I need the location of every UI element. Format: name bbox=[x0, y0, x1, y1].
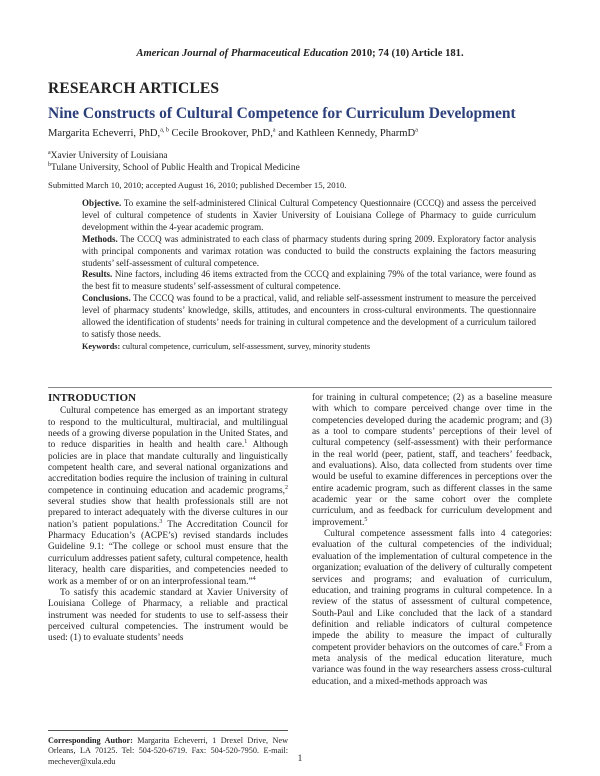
reference-mark: 5 bbox=[364, 516, 368, 523]
left-column bbox=[48, 393, 288, 645]
article-title: Nine Constructs of Cultural Competence for Curriculum Development bbox=[48, 105, 516, 122]
affiliation bbox=[48, 163, 300, 173]
abstract-objective bbox=[82, 198, 536, 234]
section-divider bbox=[48, 387, 552, 388]
body-paragraph: Cultural competence assessment falls into 4 categories: evaluation of the cultural competencies of the individual; evaluation of the implementation of cultural competence in the organization; evaluation of the delivery of culturally competent services and programs; and evaluation of curriculum, education, and training programs in cultural competence. In a review of the status of assessment of cultural competence, South-Paul and Like concluded that the lack of a standard definition and reliable indicators of cultural competence impede the ability to measure the impact of culturally competent provider behaviors on the outcomes of care.$^6$ From a meta analysis of the medical education literature, much variance was found in the way researchers assess cross-cultural education, and a mixed-methods approach was bbox=[312, 529, 552, 687]
body-paragraph: for training in cultural competence; (2) as a baseline measure with which to compare perceived change over time in the competencies developed during the academic program; and (3) as a tool to compare students’ perceptions of their level of cultural competency (self-assessment) with their performance in the real world (peer, patient, staff, and teachers’ feedback, and evaluations). Also, data collected from students over time would be useful to examine differences in perceptions over the entire academic program, such as different classes in the same academic year or the same cohort over the complete curriculum, and as feedback for curriculum development and improvement.$^5$ bbox=[312, 393, 552, 528]
reference-mark: 1 bbox=[244, 439, 248, 446]
keywords-label: Keywords: bbox=[82, 341, 121, 351]
abstract-text: The CCCQ was administrated to each class of pharmacy students during spring 2009. Exploratory factor analysis with principal components and varimax rotation was conducted to build the constructs explaining the factors measuring students’ self-assessment of cultural competence. bbox=[82, 233, 536, 268]
author-name: and Kathleen Kennedy, PharmD bbox=[275, 128, 416, 139]
affiliation-text: Tulane University, School of Public Health and Tropical Medicine bbox=[51, 163, 300, 173]
footnote-text: Margarita Echeverri, 1 Drexel Drive, New Orleans, LA 70125. Tel: 504-520-6719. Fax: 504-520-7950. E-mail: mechever@xula.edu bbox=[48, 736, 289, 766]
section-heading: RESEARCH ARTICLES bbox=[48, 80, 220, 97]
footnote-label: Corresponding Author: bbox=[48, 736, 133, 745]
reference-mark: 6 bbox=[519, 641, 523, 648]
footnote-divider bbox=[48, 730, 288, 731]
journal-name: American Journal of Pharmaceutical Education bbox=[136, 48, 349, 59]
affiliation-mark: b bbox=[48, 161, 51, 168]
abstract-text: To examine the self-administered Clinical Cultural Competency Questionnaire (CCCQ) and assess the perceived level of cultural competence of students in Xavier University of Louisiana College of Pharmacy to guide curriculum development within the 4-year academic program. bbox=[82, 198, 536, 232]
author-affil-mark: a, b bbox=[160, 127, 169, 134]
abstract-results bbox=[82, 269, 536, 293]
author-name: Cecile Brookover, PhD, bbox=[168, 128, 273, 139]
abstract-label: Objective. bbox=[82, 198, 122, 208]
introduction-heading: INTRODUCTION bbox=[48, 392, 137, 404]
reference-mark: 4 bbox=[252, 575, 256, 582]
abstract-label: Methods. bbox=[82, 233, 118, 244]
author-name: Margarita Echeverri, PhD, bbox=[48, 128, 161, 139]
reference-mark: 3 bbox=[159, 518, 163, 525]
abstract-text: The CCCQ was found to be a practical, valid, and reliable self-assessment instrument to measure the perceived level of pharmacy students’ knowledge, skills, attitudes, and encounters in cross-cultural environments. The questionnaire allowed the identification of students’ needs for training in cultural competence and the development of a curriculum tailored to satisfy those needs. bbox=[82, 293, 536, 339]
abstract-conclusions bbox=[82, 293, 536, 341]
abstract-label: Conclusions. bbox=[82, 293, 131, 304]
author-affil-mark: a bbox=[415, 127, 418, 134]
body-paragraph: Cultural competence has emerged as an important strategy to respond to the multicultural, multiracial, and multilingual needs of a growing diverse population in the United States, and to reduce disparities in health and health care.$^1$ Although policies are in place that mandate culturally and linguistically competent health care, and several national organizations and accreditation bodies require the inclusion of training in cultural competence in continuing education and academic programs,$^2$ several studies show that health professionals still are not prepared to interact adequately with the diverse cultures in our nation’s patient populations.$^3$ The Accreditation Council for Pharmacy Education’s (ACPE’s) revised standards includes Guideline 9.1: “The college or school must ensure that the curriculum addresses patient safety, cultural competence, health literacy, health care disparities, and competencies needed to work as a member of or on an interprofessional team.”$^4$ bbox=[48, 406, 288, 587]
keywords-text: cultural competence, curriculum, self-assessment, survey, minority students bbox=[120, 341, 371, 351]
keywords bbox=[82, 341, 536, 353]
journal-citation: 2010; 74 (10) Article 181. bbox=[348, 48, 464, 59]
abstract bbox=[82, 198, 536, 353]
body-paragraph: To satisfy this academic standard at Xavier University of Louisiana College of Pharmacy, a reliable and practical instrument was needed for students to use to self-assess their perceived cultural competencies. The instrument would be used: (1) to evaluate students’ needs bbox=[48, 587, 288, 644]
reference-mark: 2 bbox=[285, 484, 288, 491]
abstract-label: Results. bbox=[82, 269, 113, 280]
affiliation-text: Xavier University of Louisiana bbox=[50, 151, 168, 161]
author-affil-mark: a bbox=[272, 127, 276, 134]
abstract-methods bbox=[82, 234, 536, 270]
page-number: 1 bbox=[297, 754, 303, 764]
submission-dates: Submitted March 10, 2010; accepted August 16, 2010; published December 15, 2010. bbox=[48, 180, 347, 190]
abstract-text: Nine factors, including 46 items extracted from the CCCQ and explaining 79% of the total variance, were found as the best fit to measure students’ self-assessment of cultural competence. bbox=[82, 269, 536, 292]
journal-header bbox=[0, 48, 600, 59]
affiliation-mark: a bbox=[48, 149, 51, 156]
affiliation bbox=[48, 151, 168, 161]
author-list bbox=[48, 128, 418, 139]
right-column bbox=[312, 393, 552, 688]
